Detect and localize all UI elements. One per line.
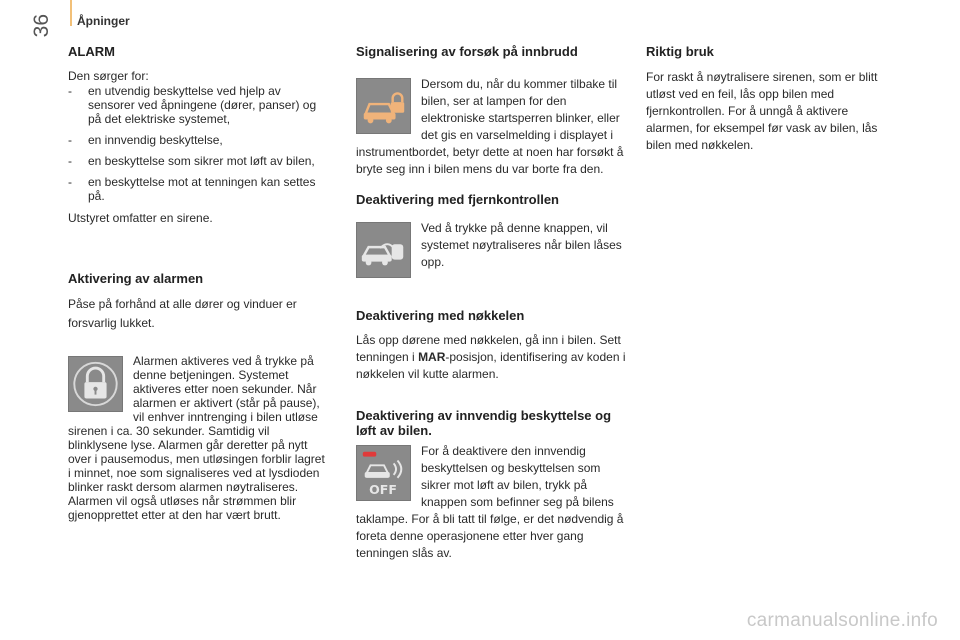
interior-text: For å deaktivere den innvendig beskyttelsen og beskyttelsen som sikrer mot løft av bilen, trykk på knappen som befinner seg på bilens taklampe. For å bli tatt til følge, er det nødvendig å foreta denne operasjonene etter hver gang tenningen slås av. [356, 444, 624, 560]
activation-heading: Aktivering av alarmen [68, 271, 204, 286]
usage-heading: Riktig bruk [646, 44, 714, 59]
list-item: - en beskyttelse mot at tenningen kan settes på. [68, 175, 316, 203]
signal-text: Dersom du, når du kommer tilbake til bilen, ser at lampen for den elektroniske startsperren blinker, eller det gis en varselmelding i displayet i instrumentbordet, betyr dette at noen har forsøkt å bryte seg inn i bilen mens du var borte fra den. [356, 77, 624, 176]
header-accent-bar [70, 0, 72, 26]
column-deactivation [356, 40, 626, 562]
key-text: Lås opp dørene med nøkkelen, gå inn i bilen. Sett tenningen i MAR-posisjon, identifisering av koden i nøkkelen vil kutte alarmen. [356, 333, 626, 381]
activation-body: Alarmen aktiveres ved å trykke på denne betjeningen. Systemet aktiveres etter noen sekunder. Når alarmen er aktivert (står på pause), vil enhver inntrenging i bilen utløse sirenen i ca. 30 sekunder. Samtidig vil blinklysene lyse. Alarmen går deretter på nytt over i pausemodus, men utløsingen forblir lagret i minnet, noe som signaliseres ved at lysdioden blinker raskt dersom alarmen nøytraliseres. Alarmen vil også utløses når strømmen blir gjenopprettet etter at den har vært brutt. [68, 354, 325, 522]
list-item: - en beskyttelse som sikrer mot løft av bilen, [68, 154, 315, 168]
page-number: 36 [30, 14, 53, 38]
alarm-feature-list [68, 84, 330, 203]
usage-text: For raskt å nøytralisere sirenen, som er blitt utløst ved en feil, lås opp bilen med fjernkontrollen. For å unngå å aktivere alarmen, for eksempel før vask av bilen, lås bilen med nøkkelen. [646, 70, 878, 152]
key-heading: Deaktivering med nøkkelen [356, 308, 525, 323]
lock-icon [68, 356, 123, 412]
interior-protection-off-icon [356, 445, 411, 501]
remote-block [356, 220, 626, 282]
car-key-remote-icon [356, 222, 411, 278]
interior-heading: Deaktivering av innvendig beskyttelse og løft av bilen. [356, 408, 612, 438]
remote-heading: Deaktivering med fjernkontrollen [356, 192, 559, 207]
list-item: - en innvendig beskyttelse, [68, 133, 223, 147]
alarm-intro: Den sørger for: [68, 69, 149, 83]
list-item: - en utvendig beskyttelse ved hjelp av sensorer ved åpningene (dører, panser) og på det elektriske systemet, [68, 84, 317, 126]
signal-block [356, 76, 626, 178]
alarm-heading: ALARM [68, 44, 115, 59]
column-alarm [68, 40, 330, 522]
siren-note: Utstyret omfatter en sirene. [68, 211, 213, 225]
section-title: Åpninger [77, 14, 130, 28]
column-usage [646, 40, 896, 154]
svg-text:OFF: OFF [369, 482, 397, 498]
watermark: carmanualsonline.info [746, 610, 938, 631]
signal-heading: Signalisering av forsøk på innbrudd [356, 44, 578, 59]
interior-block [356, 443, 626, 562]
activation-block [68, 354, 330, 522]
remote-text: Ved å trykke på denne knappen, vil systemet nøytraliseres når bilen låses opp. [421, 221, 622, 269]
car-lock-alert-icon [356, 78, 411, 134]
activation-text: Påse på forhånd at alle dører og vinduer er forsvarlig lukket. [68, 297, 297, 330]
